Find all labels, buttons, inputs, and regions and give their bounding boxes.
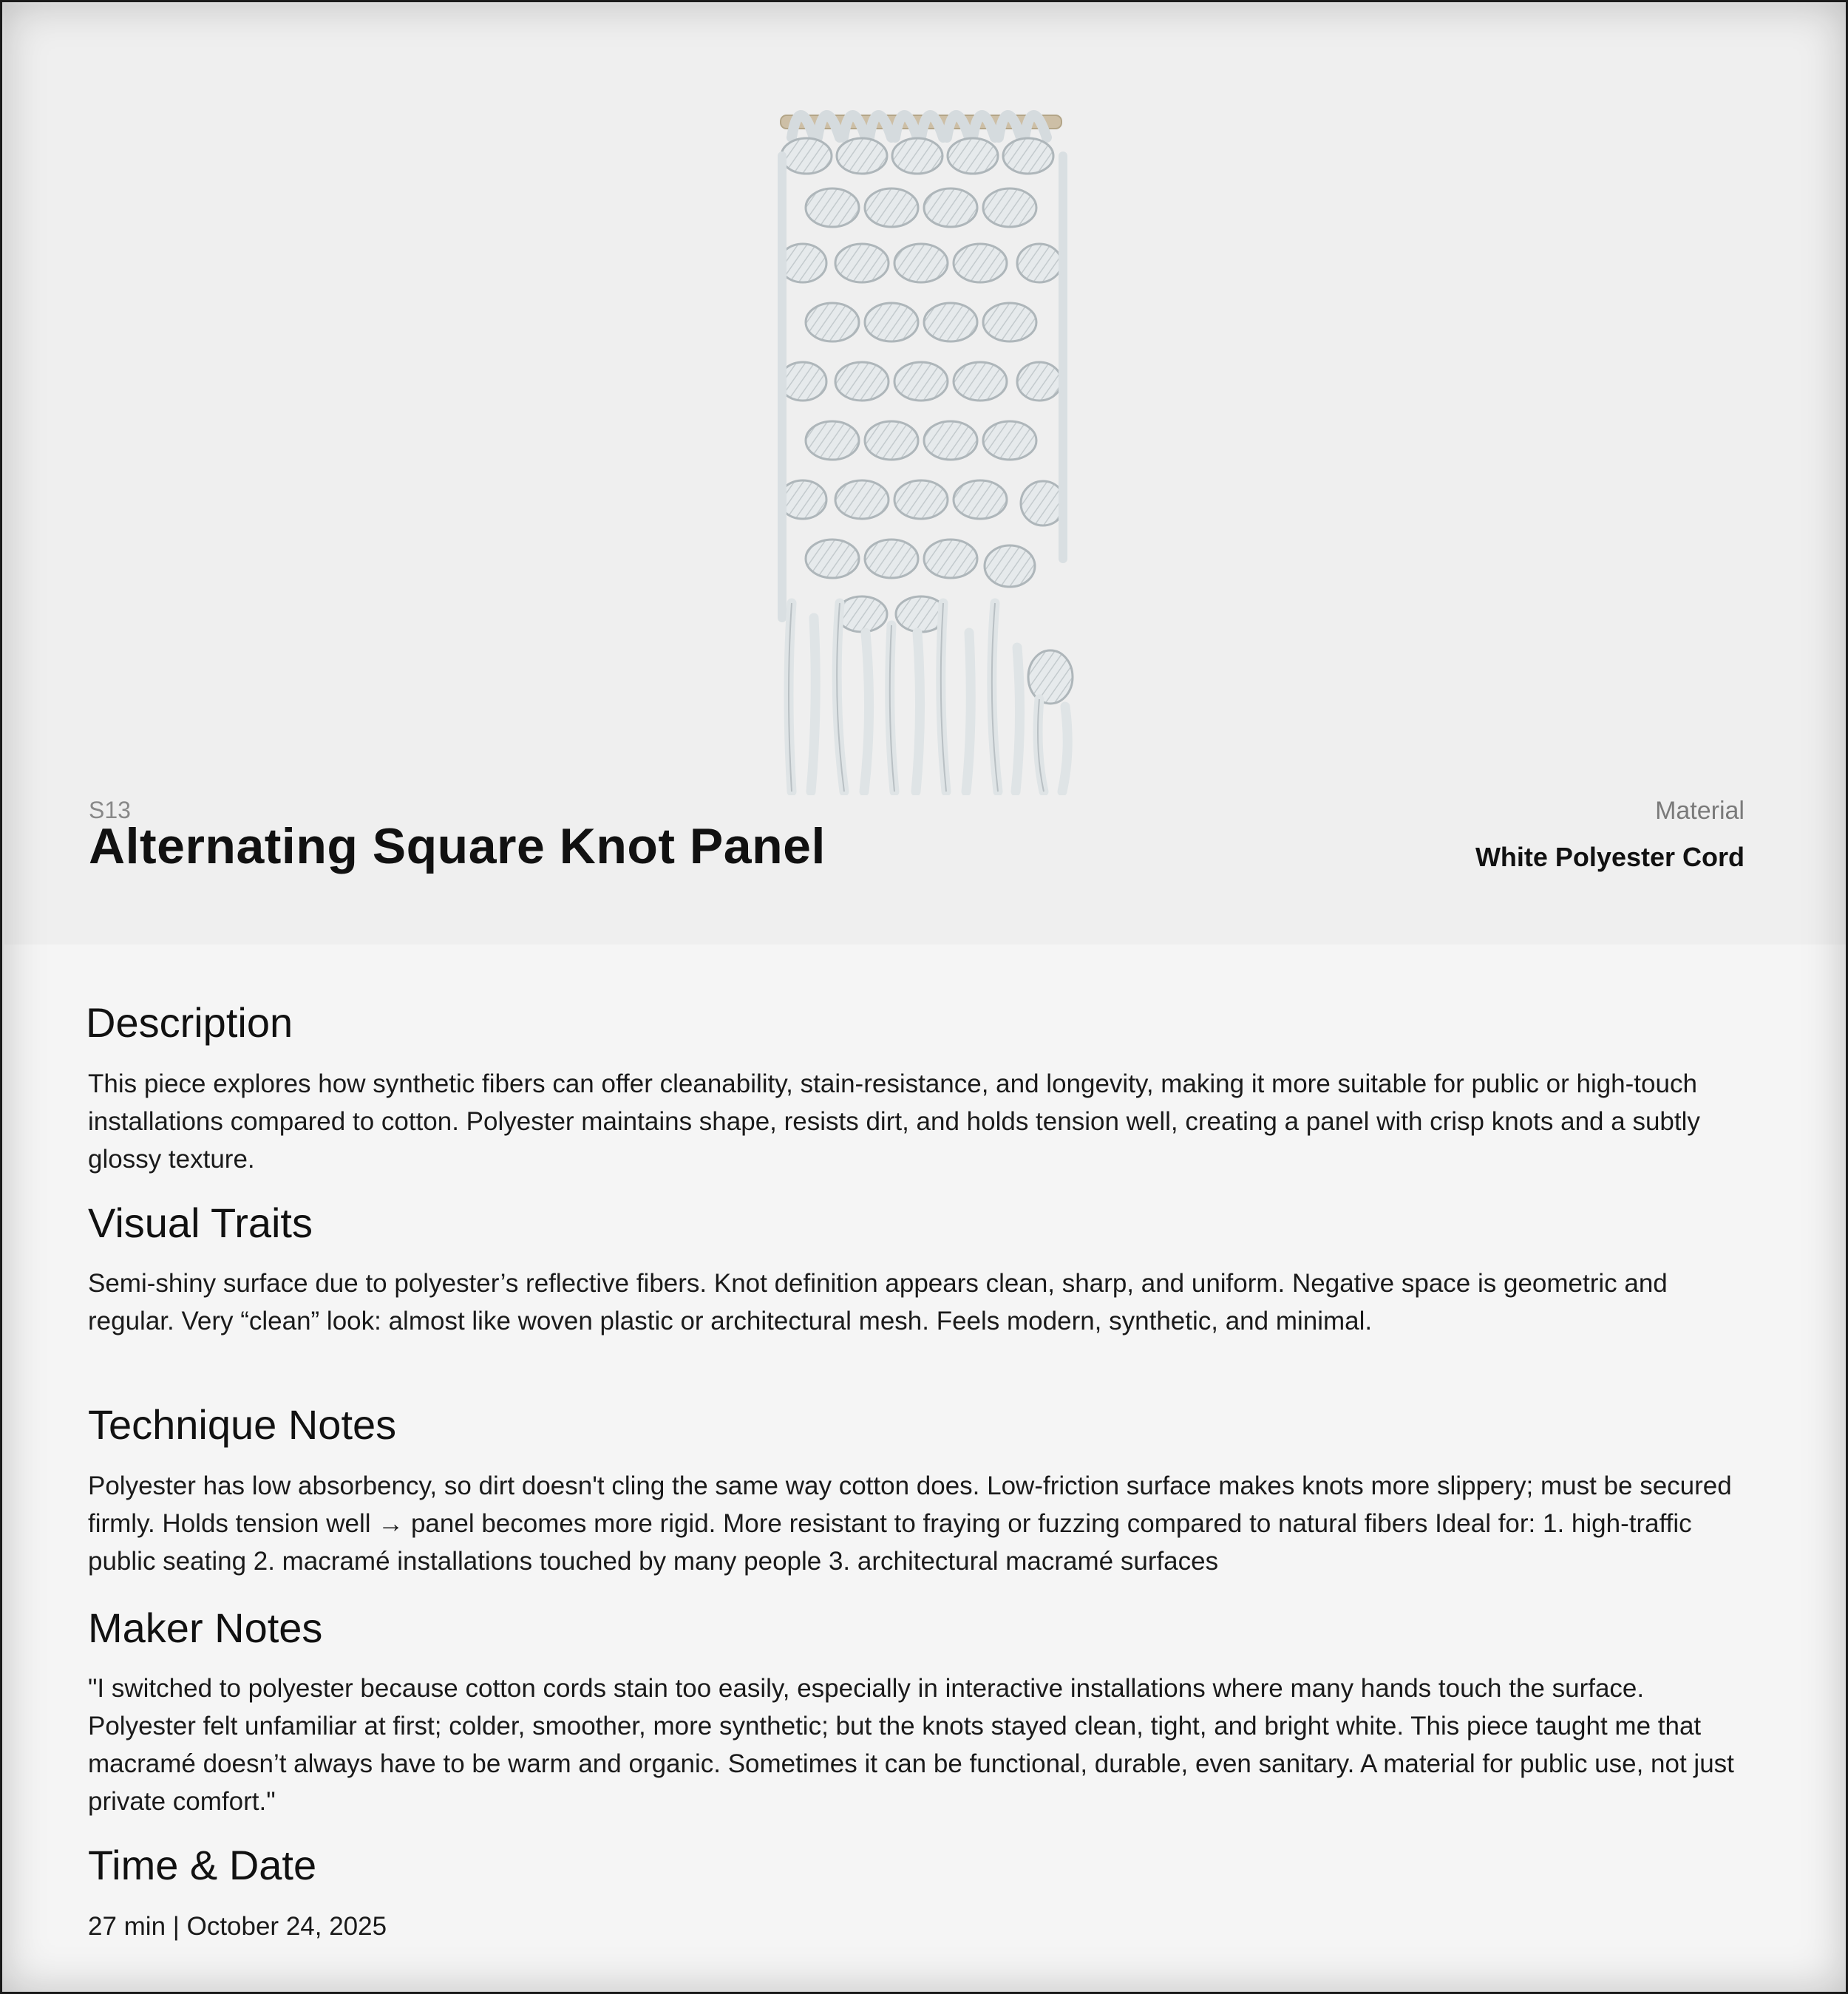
description-heading: Description [86,999,293,1046]
material-value: White Polyester Cord [1475,842,1745,872]
maker-notes-body: "I switched to polyester because cotton cords stain too easily, especially in interactive installations where many hands touch the surface. Polyester felt unfamiliar at first; colder, smoother, more synthetic; but the knots stayed clean, tight, and bright white. This piece taught me that macramé doesn’t always have to be warm and organic. Sometimes it can be functional, durable, even sanitary. A material for public use, not just private comfort." [88,1674,1734,1817]
time-date-heading: Time & Date [88,1842,317,1889]
macrame-panel-image [773,86,1106,795]
maker-notes-section [88,1605,1744,1821]
description-section [86,1000,1744,1178]
description-body: This piece explores how synthetic fibers can offer cleanability, stain-resistance, and longevity, making it more suitable for public or high-touch installations compared to cotton. Polyester maintains shape, resists dirt, and holds tension well, creating a panel with crisp knots and a subtly glossy texture. [88,1069,1700,1174]
visual-traits-heading: Visual Traits [88,1199,313,1246]
technique-notes-body: Polyester has low absorbency, so dirt doesn't cling the same way cotton does. Low-friction surface makes knots more slippery; must be secured firmly. Holds tension well → panel becomes more rigid. More resistant to fraying or fuzzing compared to natural fibers Ideal for: 1. high-traffic public seating 2. macramé installations touched by many people 3. architectural macramé surfaces [88,1471,1732,1576]
technique-notes-section [88,1402,1744,1580]
visual-traits-section [88,1200,1744,1341]
hero-section [4,4,1848,945]
technique-notes-heading: Technique Notes [88,1401,397,1449]
visual-traits-body: Semi-shiny surface due to polyester’s reflective fibers. Knot definition appears clean, sharp, and uniform. Negative space is geometric and regular. Very “clean” look: almost like woven plastic or architectural mesh. Feels modern, synthetic, and minimal. [88,1269,1668,1336]
details-content [88,1000,1744,1945]
material-label: Material [1655,797,1745,825]
item-sku: S13 [89,797,131,823]
time-date-section [88,1842,1744,1945]
time-date-body: 27 min | October 24, 2025 [88,1911,387,1941]
maker-notes-heading: Maker Notes [88,1604,323,1651]
page-title: Alternating Square Knot Panel [89,818,826,874]
